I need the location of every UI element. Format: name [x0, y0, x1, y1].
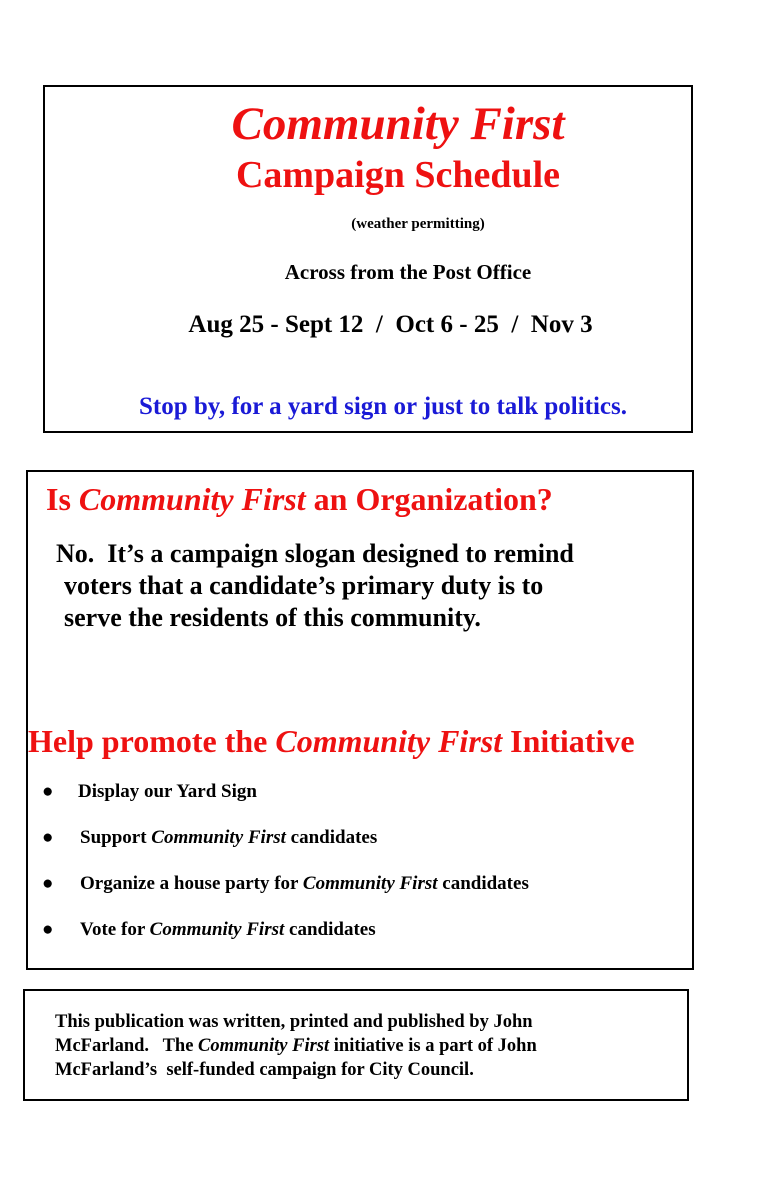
help-promote-heading [28, 722, 635, 760]
bullet-prefix: Vote for [80, 919, 150, 940]
help-suffix: Initiative [502, 723, 635, 759]
schedule-dates: Aug 25 - Sept 12 / Oct 6 - 25 / Nov 3 [188, 311, 593, 338]
notice-line: McFarland’s self-funded campaign for City Council. [55, 1060, 474, 1080]
question-emphasis: Community First [78, 481, 306, 517]
location-text: Across from the Post Office [284, 260, 532, 284]
weather-note: (weather permitting) [351, 216, 485, 232]
notice-prefix: McFarland. The [55, 1036, 199, 1056]
bullet-prefix: Organize a house party for [80, 873, 303, 894]
publication-notice-box [23, 989, 689, 1101]
publication-notice-text [55, 1010, 675, 1082]
campaign-subtitle: Campaign Schedule [235, 154, 561, 196]
answer-line: No. It’s a campaign slogan designed to remind [56, 539, 574, 568]
question-suffix: an Organization? [305, 481, 553, 517]
notice-emphasis: Community First [198, 1036, 330, 1056]
bullet-icon: ● [42, 873, 54, 894]
bullet-text [80, 918, 376, 942]
invite-text: Stop by, for a yard sign or just to talk politics. [138, 393, 628, 420]
help-prefix: Help promote the [28, 723, 276, 759]
notice-line [55, 1034, 675, 1058]
notice-line: This publication was written, printed and published by John [55, 1012, 533, 1032]
help-emphasis: Community First [275, 723, 503, 759]
bullet-icon: ● [42, 827, 54, 848]
bullet-prefix: Display our Yard Sign [78, 781, 257, 802]
answer-line: voters that a candidate’s primary duty is to [64, 571, 544, 600]
bullet-emphasis: Community First [149, 919, 285, 940]
bullet-text [80, 872, 529, 896]
organization-answer [56, 538, 686, 634]
bullet-icon: ● [42, 919, 54, 940]
bullet-text [80, 826, 377, 850]
answer-line: serve the residents of this community. [64, 603, 481, 632]
campaign-schedule-box [43, 85, 693, 433]
question-prefix: Is [46, 481, 79, 517]
notice-suffix: initiative is a part of John [329, 1036, 537, 1056]
bullet-emphasis: Community First [151, 827, 286, 848]
bullet-icon: ● [42, 781, 54, 802]
bullet-prefix: Support [80, 827, 152, 848]
bullet-suffix: candidates [437, 873, 529, 894]
organization-question-heading [46, 480, 553, 518]
organization-info-box [26, 470, 694, 970]
bullet-text [78, 780, 257, 804]
campaign-title: Community First [231, 98, 565, 150]
bullet-suffix: candidates [285, 827, 378, 848]
bullet-suffix: candidates [284, 919, 376, 940]
bullet-emphasis: Community First [302, 873, 438, 894]
